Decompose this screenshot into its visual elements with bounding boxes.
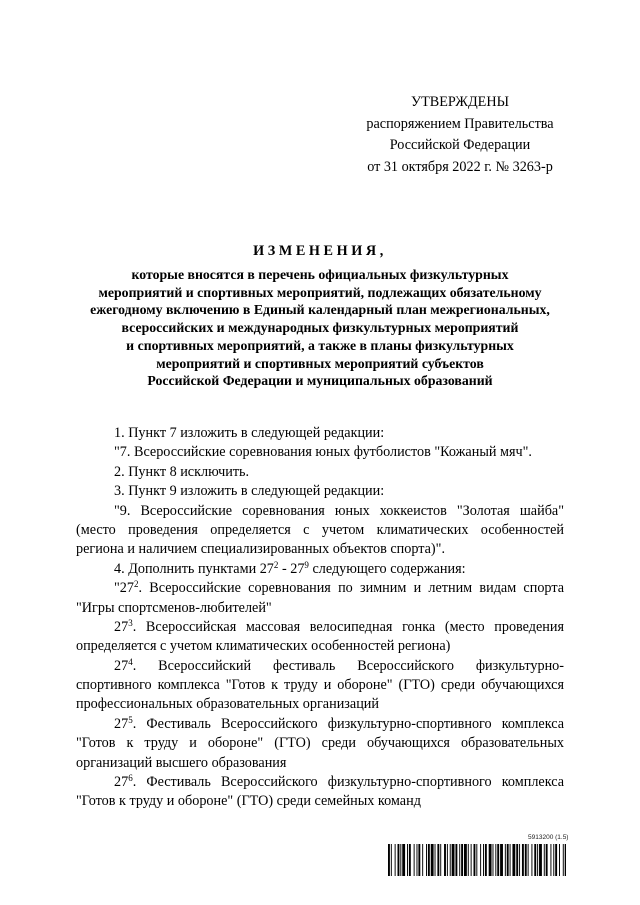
barcode-bar xyxy=(428,844,430,876)
barcode-bar xyxy=(402,844,405,876)
superscript: 6 xyxy=(128,773,133,784)
subtitle-line: всероссийских и международных физкультурных мероприятий xyxy=(121,320,519,336)
barcode-bar xyxy=(444,844,446,876)
superscript: 2 xyxy=(273,559,279,570)
barcode-bar xyxy=(398,844,400,876)
barcode-bar xyxy=(417,844,418,876)
paragraph-line: (место проведения определяется с учетом климатических особенностей xyxy=(76,521,564,538)
barcode-bar xyxy=(461,844,463,876)
subtitle-line: Российской Федерации и муниципальных образований xyxy=(147,373,493,389)
barcode-bar xyxy=(464,844,467,876)
barcode-bar xyxy=(493,844,494,876)
barcode-bar xyxy=(489,844,492,876)
paragraph-line: "Готов к труду и обороне" (ГТО) среди семейных команд xyxy=(76,793,421,810)
barcode-bar xyxy=(452,844,455,876)
paragraph-line: региона и наличием специализированных объектов спорта)". xyxy=(76,541,445,558)
barcode-bar xyxy=(485,844,487,876)
barcode-bar xyxy=(418,844,420,876)
paragraph: 2. Пункт 8 исключить. xyxy=(114,463,250,480)
text: 4. Дополнить пунктами 27 xyxy=(114,560,274,577)
paragraph-line xyxy=(76,657,564,676)
barcode-bar xyxy=(505,844,506,876)
text: . Фестиваль Всероссийского физкультурно-спортивного комплекса xyxy=(132,715,564,732)
barcode-bar xyxy=(507,844,509,876)
barcode-bar xyxy=(555,844,557,876)
superscript: 4 xyxy=(128,656,133,667)
barcode-bar xyxy=(409,844,411,876)
barcode-bar xyxy=(407,844,408,876)
item-number: 27 xyxy=(114,657,129,674)
text: . Всероссийский фестиваль Всероссийского физкультурно- xyxy=(132,657,564,674)
subtitle-line: мероприятий и спортивных мероприятий субъектов xyxy=(156,355,484,371)
item-number: "27 xyxy=(114,580,134,597)
paragraph-line: спортивного комплекса "Готов к труду и обороне" (ГТО) среди обучающихся xyxy=(76,677,564,694)
document-subtitle xyxy=(40,266,600,390)
barcode-bar xyxy=(495,844,496,876)
barcode-bar xyxy=(480,844,481,876)
barcode-bar xyxy=(563,844,564,876)
barcode-bar xyxy=(431,844,434,876)
text: . Фестиваль Всероссийского физкультурно-спортивного комплекса xyxy=(132,774,564,791)
barcode-bar xyxy=(497,844,499,876)
barcode-bar xyxy=(440,844,441,876)
item-number: 27 xyxy=(114,715,129,732)
barcode-number: 5913200 (1.5) xyxy=(528,834,569,841)
barcode-bar xyxy=(553,844,554,876)
approval-block xyxy=(335,92,585,178)
paragraph-line: организаций высшего образования xyxy=(76,754,287,771)
paragraph-line xyxy=(76,773,564,792)
paragraph-line: "Игры спортсменов-любителей" xyxy=(76,599,272,616)
barcode-bar xyxy=(546,844,548,876)
barcode-bar xyxy=(391,844,392,876)
paragraph-line xyxy=(76,618,564,637)
barcode-bar xyxy=(550,844,551,876)
subtitle-line: мероприятий и спортивных мероприятий, подлежащих обязательному xyxy=(98,284,542,300)
barcode-bar xyxy=(455,844,457,876)
barcode-bar xyxy=(450,844,451,876)
barcode-bar xyxy=(435,844,436,876)
barcode-bar xyxy=(559,844,560,876)
text: - 27 xyxy=(278,560,305,577)
approval-line: распоряжением Правительства xyxy=(366,115,554,132)
approval-line: Российской Федерации xyxy=(389,137,531,153)
barcode-bar xyxy=(516,844,518,876)
subtitle-line: которые вносятся в перечень официальных физкультурных xyxy=(131,267,509,282)
paragraph-line: определяется с учетом климатических особенностей региона) xyxy=(76,638,451,655)
barcode-icon xyxy=(388,844,566,876)
document-body xyxy=(76,424,564,812)
barcode-bar xyxy=(414,844,415,876)
document-title: ИЗМЕНЕНИЯ, xyxy=(253,243,387,259)
barcode-bar xyxy=(400,844,401,876)
paragraph: 1. Пункт 7 изложить в следующей редакции: xyxy=(114,425,385,441)
paragraph-line: "Готов к труду и обороне" (ГТО) среди обучающихся образовательных xyxy=(76,735,564,752)
barcode-bar xyxy=(565,844,566,876)
barcode-bar xyxy=(510,844,511,876)
subtitle-line: и спортивных мероприятий, а также в планы физкультурных xyxy=(126,337,514,353)
paragraph-line xyxy=(76,715,564,734)
barcode-bar xyxy=(539,844,542,876)
barcode-bar xyxy=(437,844,439,876)
superscript: 9 xyxy=(304,559,309,570)
text: . Всероссийская массовая велосипедная гонка (место проведения xyxy=(132,618,564,635)
text: следующего содержания: xyxy=(308,560,466,577)
item-number: 27 xyxy=(114,618,129,635)
barcode-bar xyxy=(528,844,529,876)
paragraph: "7. Всероссийские соревнования юных футболистов "Кожаный мяч". xyxy=(114,444,532,461)
barcode-bar xyxy=(395,844,396,876)
barcode-bar xyxy=(422,844,423,876)
barcode-bar xyxy=(476,844,477,876)
paragraph-line: "9. Всероссийские соревнования юных хоккеистов "Золотая шайба" xyxy=(114,502,564,519)
paragraph: 3. Пункт 9 изложить в следующей редакции: xyxy=(114,483,385,500)
barcode-bar xyxy=(522,844,524,876)
barcode-bar xyxy=(483,844,484,876)
barcode-bar xyxy=(500,844,503,876)
text: . Всероссийские соревнования по зимним и летним видам спорта xyxy=(138,580,564,597)
superscript: 2 xyxy=(133,579,139,590)
approval-heading: УТВЕРЖДЕНЫ xyxy=(411,94,509,110)
barcode-bar xyxy=(447,844,448,876)
approval-date-number: от 31 октября 2022 г. № 3263-р xyxy=(367,158,553,175)
barcode-bar xyxy=(512,844,515,876)
barcode-bar xyxy=(388,844,390,876)
barcode-bar xyxy=(525,844,527,876)
paragraph xyxy=(76,560,564,579)
barcode-bar xyxy=(471,844,472,876)
subtitle-line: ежегодному включению в Единый календарный план межрегиональных, xyxy=(90,302,550,318)
barcode-bar xyxy=(459,844,460,876)
superscript: 5 xyxy=(128,714,133,725)
barcode-bar xyxy=(474,844,476,876)
barcode-bar xyxy=(544,844,545,876)
barcode-bar xyxy=(534,844,536,876)
barcode-bar xyxy=(426,844,427,876)
superscript: 3 xyxy=(128,617,133,628)
barcode-bar xyxy=(468,844,469,876)
barcode-bar xyxy=(519,844,520,876)
paragraph-line: профессиональных образовательных организаций xyxy=(76,696,379,713)
barcode-bar xyxy=(537,844,538,876)
item-number: 27 xyxy=(114,774,129,791)
barcode-bar xyxy=(531,844,532,876)
paragraph-line xyxy=(76,579,564,598)
